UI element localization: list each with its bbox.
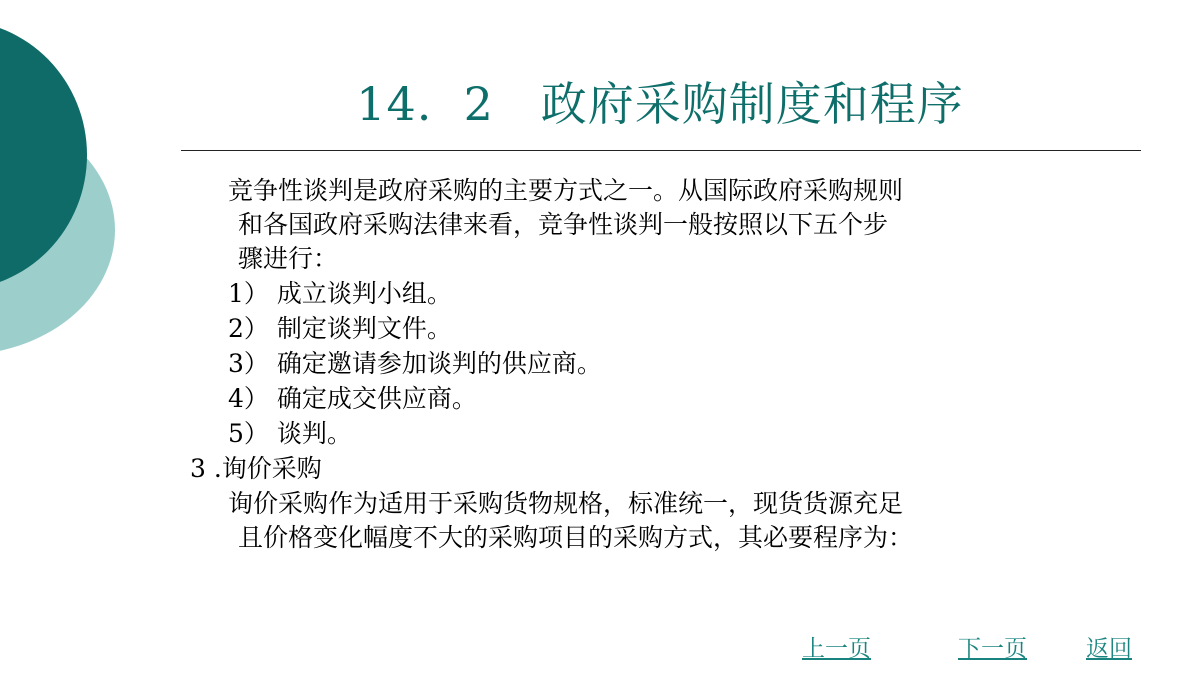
- intro-paragraph: [190, 174, 1150, 276]
- decorative-circles: [0, 0, 130, 360]
- section3-paragraph: [190, 487, 1150, 555]
- step-item: 3） 确定邀请参加谈判的供应商。: [228, 349, 602, 378]
- slide-title: 14. 2 政府采购制度和程序: [356, 77, 964, 131]
- next-page-link[interactable]: 下一页: [958, 636, 1027, 662]
- back-link[interactable]: 返回: [1086, 636, 1132, 662]
- section3-line: 且价格变化幅度不大的采购项目的采购方式，其必要程序为：: [238, 523, 914, 552]
- step-item: 5） 谈判。: [228, 419, 352, 448]
- title-divider: [181, 150, 1141, 151]
- section3-line: 询价采购作为适用于采购货物规格，标准统一，现货货源充足: [228, 489, 904, 518]
- section-heading: 3 .询价采购: [190, 454, 322, 483]
- step-item: 4） 确定成交供应商。: [228, 384, 477, 413]
- intro-line: 和各国政府采购法律来看，竞争性谈判一般按照以下五个步: [238, 210, 889, 239]
- prev-page-link[interactable]: 上一页: [802, 636, 871, 662]
- step-item: 1） 成立谈判小组。: [228, 279, 452, 308]
- intro-line: 骤进行：: [238, 244, 339, 273]
- slide-body: [190, 174, 1150, 555]
- step-item: 2） 制定谈判文件。: [228, 314, 452, 343]
- intro-line: 竞争性谈判是政府采购的主要方式之一。从国际政府采购规则: [228, 176, 904, 205]
